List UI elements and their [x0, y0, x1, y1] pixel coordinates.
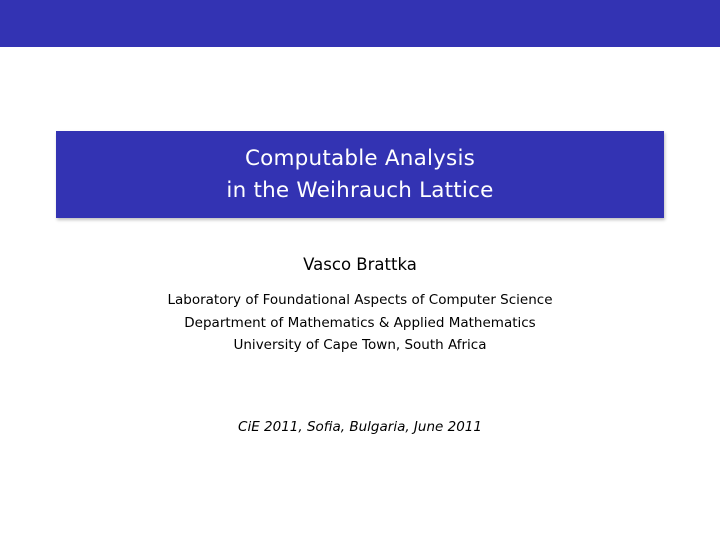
affiliation-line-3: University of Cape Town, South Africa: [233, 337, 487, 353]
title-line-1: Computable Analysis: [244, 145, 476, 171]
affiliation-line-2: Department of Mathematics & Applied Mathematics: [184, 314, 536, 331]
affiliation-line-1: Laboratory of Foundational Aspects of Computer Science: [167, 292, 553, 308]
title-line-2: in the Weihrauch Lattice: [226, 177, 494, 203]
event-info: CiE 2011, Sofia, Bulgaria, June 2011: [238, 419, 482, 435]
header-bar: [0, 0, 720, 47]
affiliation-block: [0, 289, 720, 357]
title-block: [56, 131, 664, 218]
author-name: Vasco Brattka: [303, 255, 417, 274]
